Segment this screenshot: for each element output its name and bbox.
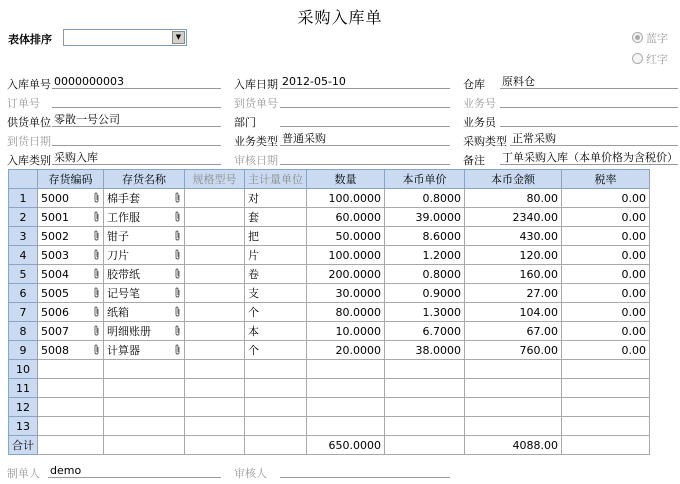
cell-tax[interactable] xyxy=(562,417,650,436)
paperclip-icon[interactable] xyxy=(174,230,181,241)
cell-unit[interactable] xyxy=(245,227,307,246)
cell-qty[interactable] xyxy=(307,303,385,322)
cell-tax-text: 0.00 xyxy=(621,343,646,357)
table-row[interactable] xyxy=(9,341,650,360)
total-qty: 650.0000 xyxy=(307,436,385,455)
cell-qty[interactable] xyxy=(307,417,385,436)
cell-spec[interactable] xyxy=(185,379,245,398)
cell-name[interactable] xyxy=(104,379,185,398)
table-row[interactable] xyxy=(9,227,650,246)
cell-tax-text: 0.00 xyxy=(621,286,646,300)
row-number[interactable]: 1 xyxy=(9,189,38,208)
col-header-spec[interactable]: 规格型号 xyxy=(185,170,245,189)
cell-code-text: 5001 xyxy=(41,210,69,224)
cell-price[interactable] xyxy=(385,379,465,398)
cell-amount[interactable] xyxy=(465,417,562,436)
cell-tax-text: 0.00 xyxy=(621,267,646,281)
field-label-order-no: 订单号 xyxy=(7,97,40,110)
cell-price[interactable] xyxy=(385,322,465,341)
cell-price-text: 8.6000 xyxy=(422,229,461,243)
cell-amount[interactable] xyxy=(465,246,562,265)
radio-blue-label: 蓝字 xyxy=(646,32,668,45)
cell-code[interactable] xyxy=(38,360,104,379)
cell-price[interactable] xyxy=(385,246,465,265)
radio-dot-icon xyxy=(632,32,643,43)
cell-amount[interactable] xyxy=(465,265,562,284)
cell-qty[interactable] xyxy=(307,246,385,265)
col-header-unit[interactable]: 主计量单位 xyxy=(245,170,307,189)
col-header-amount[interactable]: 本币金额 xyxy=(465,170,562,189)
field-label-receipt-no: 入库单号 xyxy=(7,78,51,91)
cell-unit[interactable] xyxy=(245,284,307,303)
cell-amount[interactable] xyxy=(465,208,562,227)
cell-amount-text: 120.00 xyxy=(519,248,558,262)
row-number[interactable]: 11 xyxy=(9,379,38,398)
row-number[interactable]: 3 xyxy=(9,227,38,246)
cell-price-text: 0.8000 xyxy=(422,191,461,205)
cell-name[interactable] xyxy=(104,189,185,208)
field-purchase-type[interactable]: 正常采购 xyxy=(510,132,678,146)
cell-tax[interactable] xyxy=(562,208,650,227)
total-cell-unit xyxy=(245,436,307,455)
auditor-field xyxy=(280,464,450,478)
cell-qty-text: 100.0000 xyxy=(328,248,381,262)
cell-unit[interactable] xyxy=(245,379,307,398)
field-receipt-no[interactable]: 0000000003 xyxy=(52,75,221,89)
field-label-receipt-date: 入库日期 xyxy=(234,78,278,91)
radio-blue[interactable] xyxy=(632,30,668,46)
cell-name-text: 工作服 xyxy=(107,211,140,224)
field-audit-date[interactable] xyxy=(280,151,450,165)
cell-name[interactable] xyxy=(104,284,185,303)
cell-unit-text: 卷 xyxy=(248,268,259,281)
paperclip-icon[interactable] xyxy=(174,344,181,355)
cell-spec[interactable] xyxy=(185,208,245,227)
cell-spec[interactable] xyxy=(185,246,245,265)
field-label-audit-date: 审核日期 xyxy=(234,154,278,167)
cell-price[interactable] xyxy=(385,303,465,322)
row-number[interactable]: 8 xyxy=(9,322,38,341)
cell-qty[interactable] xyxy=(307,265,385,284)
cell-spec[interactable] xyxy=(185,227,245,246)
cell-spec[interactable] xyxy=(185,398,245,417)
row-number[interactable]: 12 xyxy=(9,398,38,417)
col-header-price[interactable]: 本币单价 xyxy=(385,170,465,189)
radio-red-label: 红字 xyxy=(646,53,668,66)
cell-spec[interactable] xyxy=(185,284,245,303)
total-row xyxy=(9,436,650,455)
cell-code-text: 5006 xyxy=(41,305,69,319)
cell-price[interactable] xyxy=(385,398,465,417)
cell-price[interactable] xyxy=(385,208,465,227)
paperclip-icon[interactable] xyxy=(174,211,181,222)
cell-unit-text: 支 xyxy=(248,287,259,300)
cell-code[interactable] xyxy=(38,398,104,417)
cell-qty[interactable] xyxy=(307,189,385,208)
cell-amount-text: 67.00 xyxy=(526,324,558,338)
cell-name[interactable] xyxy=(104,322,185,341)
page-title: 采购入库单 xyxy=(297,8,383,27)
cell-tax-text: 0.00 xyxy=(621,324,646,338)
row-number[interactable]: 7 xyxy=(9,303,38,322)
cell-amount-text: 160.00 xyxy=(519,267,558,281)
cell-tax-text: 0.00 xyxy=(621,210,646,224)
paperclip-icon[interactable] xyxy=(174,192,181,203)
cell-code-text: 5002 xyxy=(41,229,69,243)
cell-tax[interactable] xyxy=(562,398,650,417)
cell-tax[interactable] xyxy=(562,341,650,360)
paperclip-icon[interactable] xyxy=(174,325,181,336)
cell-name-text: 棉手套 xyxy=(107,192,140,205)
cell-name[interactable] xyxy=(104,246,185,265)
cell-amount-text: 80.00 xyxy=(526,191,558,205)
row-number[interactable]: 13 xyxy=(9,417,38,436)
cell-amount-text: 430.00 xyxy=(519,229,558,243)
cell-tax-text: 0.00 xyxy=(621,191,646,205)
field-label-department: 部门 xyxy=(234,116,256,129)
cell-price-text: 1.2000 xyxy=(422,248,461,262)
cell-code[interactable] xyxy=(38,284,104,303)
cell-amount-text: 27.00 xyxy=(526,286,558,300)
field-label-arrival-no: 到货单号 xyxy=(234,97,278,110)
cell-unit-text: 本 xyxy=(248,325,259,338)
cell-amount-text: 104.00 xyxy=(519,305,558,319)
table-row[interactable] xyxy=(9,189,650,208)
row-number[interactable]: 2 xyxy=(9,208,38,227)
cell-price-text: 39.0000 xyxy=(415,210,461,224)
cell-price[interactable] xyxy=(385,227,465,246)
cell-name[interactable] xyxy=(104,398,185,417)
paperclip-icon[interactable] xyxy=(93,287,100,298)
field-label-purchase-type: 采购类型 xyxy=(463,135,507,148)
cell-code[interactable] xyxy=(38,303,104,322)
row-number[interactable]: 4 xyxy=(9,246,38,265)
cell-amount[interactable] xyxy=(465,341,562,360)
table-row[interactable] xyxy=(9,322,650,341)
cell-name[interactable] xyxy=(104,227,185,246)
cell-price-text: 38.0000 xyxy=(415,343,461,357)
cell-unit-text: 个 xyxy=(248,344,259,357)
field-label-business-type: 业务类型 xyxy=(234,135,278,148)
cell-code[interactable] xyxy=(38,227,104,246)
cell-unit[interactable] xyxy=(245,189,307,208)
cell-name[interactable] xyxy=(104,360,185,379)
cell-price[interactable] xyxy=(385,265,465,284)
cell-code[interactable] xyxy=(38,379,104,398)
cell-tax-text: 0.00 xyxy=(621,248,646,262)
cell-unit-text: 套 xyxy=(248,211,259,224)
cell-amount[interactable] xyxy=(465,398,562,417)
cell-unit[interactable] xyxy=(245,322,307,341)
field-label-arrival-date: 到货日期 xyxy=(7,135,51,148)
cell-price-text: 0.9000 xyxy=(422,286,461,300)
cell-qty[interactable] xyxy=(307,208,385,227)
cell-code-text: 5004 xyxy=(41,267,69,281)
cell-price[interactable] xyxy=(385,360,465,379)
cell-code-text: 5003 xyxy=(41,248,69,262)
cell-name-text: 计算器 xyxy=(107,344,140,357)
cell-tax[interactable] xyxy=(562,246,650,265)
cell-code[interactable] xyxy=(38,208,104,227)
field-receipt-date[interactable]: 2012-05-10 xyxy=(280,75,450,89)
cell-price[interactable] xyxy=(385,341,465,360)
field-salesman[interactable] xyxy=(500,113,678,127)
field-label-supplier: 供货单位 xyxy=(7,116,51,129)
field-label-receipt-category: 入库类别 xyxy=(7,154,51,167)
table-row[interactable] xyxy=(9,360,650,379)
cell-price-text: 1.3000 xyxy=(422,305,461,319)
cell-qty[interactable] xyxy=(307,379,385,398)
cell-code-text: 5005 xyxy=(41,286,69,300)
total-cell-code xyxy=(38,436,104,455)
cell-amount[interactable] xyxy=(465,360,562,379)
cell-tax-text: 0.00 xyxy=(621,229,646,243)
col-header-tax[interactable]: 税率 xyxy=(562,170,650,189)
paperclip-icon[interactable] xyxy=(93,211,100,222)
total-cell-tax xyxy=(562,436,650,455)
col-header-qty[interactable]: 数量 xyxy=(307,170,385,189)
cell-unit-text: 对 xyxy=(248,192,259,205)
field-business-no[interactable] xyxy=(500,94,678,108)
cell-qty-text: 60.0000 xyxy=(335,210,381,224)
row-number[interactable]: 6 xyxy=(9,284,38,303)
cell-price[interactable] xyxy=(385,417,465,436)
paperclip-icon[interactable] xyxy=(174,306,181,317)
cell-amount[interactable] xyxy=(465,379,562,398)
cell-spec[interactable] xyxy=(185,360,245,379)
total-cell-name xyxy=(104,436,185,455)
cell-qty-text: 20.0000 xyxy=(335,343,381,357)
cell-code[interactable] xyxy=(38,246,104,265)
cell-tax[interactable] xyxy=(562,265,650,284)
cell-qty-text: 30.0000 xyxy=(335,286,381,300)
paperclip-icon[interactable] xyxy=(93,344,100,355)
maker-field: demo xyxy=(48,464,221,478)
cell-name-text: 胶带纸 xyxy=(107,268,140,281)
cell-price-text: 6.7000 xyxy=(422,324,461,338)
paperclip-icon[interactable] xyxy=(174,287,181,298)
field-department[interactable] xyxy=(280,113,450,127)
cell-unit-text: 个 xyxy=(248,306,259,319)
col-header-code[interactable]: 存货编码 xyxy=(38,170,104,189)
cell-tax[interactable] xyxy=(562,284,650,303)
cell-tax-text: 0.00 xyxy=(621,305,646,319)
cell-code[interactable] xyxy=(38,189,104,208)
field-label-salesman: 业务员 xyxy=(463,116,496,129)
cell-unit[interactable] xyxy=(245,417,307,436)
cell-spec[interactable] xyxy=(185,341,245,360)
field-remark[interactable]: 丁单采购入库（本单价格为含税价） xyxy=(502,151,678,164)
cell-tax[interactable] xyxy=(562,360,650,379)
total-cell-price xyxy=(385,436,465,455)
field-receipt-category[interactable]: 采购入库 xyxy=(52,151,221,165)
row-number[interactable]: 5 xyxy=(9,265,38,284)
cell-name[interactable] xyxy=(104,208,185,227)
cell-name-text: 记号笔 xyxy=(107,287,140,300)
table-row[interactable] xyxy=(9,208,650,227)
cell-name-text: 钳子 xyxy=(107,230,129,243)
paperclip-icon[interactable] xyxy=(174,249,181,260)
total-cell-spec xyxy=(185,436,245,455)
table-row[interactable] xyxy=(9,379,650,398)
field-arrival-no[interactable] xyxy=(280,94,450,108)
table-header-row xyxy=(9,170,650,189)
cell-code[interactable] xyxy=(38,341,104,360)
cell-code[interactable] xyxy=(38,322,104,341)
cell-unit[interactable] xyxy=(245,265,307,284)
cell-amount[interactable] xyxy=(465,303,562,322)
cell-code[interactable] xyxy=(38,417,104,436)
cell-name[interactable] xyxy=(104,303,185,322)
radio-dot-icon xyxy=(632,53,643,64)
total-amount: 4088.00 xyxy=(465,436,562,455)
field-order-no[interactable] xyxy=(52,94,221,108)
row-number-header xyxy=(9,170,38,189)
cell-qty-text: 100.0000 xyxy=(328,191,381,205)
cell-price[interactable] xyxy=(385,284,465,303)
cell-qty[interactable] xyxy=(307,284,385,303)
cell-qty[interactable] xyxy=(307,398,385,417)
cell-unit-text: 片 xyxy=(248,249,259,262)
cell-unit[interactable] xyxy=(245,360,307,379)
field-warehouse[interactable]: 原料仓 xyxy=(500,75,678,89)
cell-unit[interactable] xyxy=(245,208,307,227)
paperclip-icon[interactable] xyxy=(174,268,181,279)
cell-unit[interactable] xyxy=(245,341,307,360)
cell-spec[interactable] xyxy=(185,322,245,341)
col-header-name[interactable]: 存货名称 xyxy=(104,170,185,189)
field-supplier[interactable]: 零散一号公司 xyxy=(52,113,221,127)
paperclip-icon[interactable] xyxy=(93,268,100,279)
cell-qty[interactable] xyxy=(307,360,385,379)
cell-name[interactable] xyxy=(104,417,185,436)
field-label-remark: 备注 xyxy=(463,154,485,167)
table-row[interactable] xyxy=(9,303,650,322)
cell-code-text: 5000 xyxy=(41,191,69,205)
paperclip-icon[interactable] xyxy=(93,230,100,241)
cell-amount[interactable] xyxy=(465,189,562,208)
cell-spec[interactable] xyxy=(185,303,245,322)
radio-red[interactable] xyxy=(632,51,668,67)
paperclip-icon[interactable] xyxy=(93,249,100,260)
paperclip-icon[interactable] xyxy=(93,325,100,336)
cell-qty-text: 10.0000 xyxy=(335,324,381,338)
table-row[interactable] xyxy=(9,284,650,303)
maker-label: 制单人 xyxy=(7,467,40,480)
field-arrival-date[interactable] xyxy=(52,132,221,146)
cell-code-text: 5008 xyxy=(41,343,69,357)
cell-code-text: 5007 xyxy=(41,324,69,338)
detail-table xyxy=(8,169,650,455)
chevron-down-icon[interactable]: ▼ xyxy=(172,31,185,44)
cell-tax[interactable] xyxy=(562,189,650,208)
auditor-label: 审核人 xyxy=(234,467,267,480)
paperclip-icon[interactable] xyxy=(93,306,100,317)
table-row[interactable] xyxy=(9,417,650,436)
cell-spec[interactable] xyxy=(185,189,245,208)
cell-unit[interactable] xyxy=(245,303,307,322)
cell-name-text: 明细账册 xyxy=(107,325,151,338)
cell-spec[interactable] xyxy=(185,417,245,436)
cell-tax[interactable] xyxy=(562,379,650,398)
cell-unit[interactable] xyxy=(245,398,307,417)
table-row[interactable] xyxy=(9,265,650,284)
cell-name-text: 纸箱 xyxy=(107,306,129,319)
cell-qty-text: 50.0000 xyxy=(335,229,381,243)
field-business-type[interactable]: 普通采购 xyxy=(280,132,450,146)
field-label-warehouse: 仓库 xyxy=(463,78,485,91)
cell-name[interactable] xyxy=(104,265,185,284)
cell-qty[interactable] xyxy=(307,227,385,246)
table-row[interactable] xyxy=(9,398,650,417)
field-label-business-no: 业务号 xyxy=(463,97,496,110)
cell-spec[interactable] xyxy=(185,265,245,284)
cell-amount[interactable] xyxy=(465,227,562,246)
cell-amount[interactable] xyxy=(465,284,562,303)
cell-tax[interactable] xyxy=(562,227,650,246)
cell-qty-text: 200.0000 xyxy=(328,267,381,281)
cell-price-text: 0.8000 xyxy=(422,267,461,281)
row-number[interactable]: 10 xyxy=(9,360,38,379)
cell-unit[interactable] xyxy=(245,246,307,265)
cell-amount-text: 760.00 xyxy=(519,343,558,357)
cell-unit-text: 把 xyxy=(248,230,259,243)
table-row[interactable] xyxy=(9,246,650,265)
paperclip-icon[interactable] xyxy=(93,192,100,203)
cell-name-text: 刀片 xyxy=(107,249,129,262)
cell-tax[interactable] xyxy=(562,303,650,322)
cell-code[interactable] xyxy=(38,265,104,284)
cell-amount[interactable] xyxy=(465,322,562,341)
cell-price[interactable] xyxy=(385,189,465,208)
total-label: 合计 xyxy=(9,436,38,455)
cell-tax[interactable] xyxy=(562,322,650,341)
row-number[interactable]: 9 xyxy=(9,341,38,360)
cell-qty-text: 80.0000 xyxy=(335,305,381,319)
cell-qty[interactable] xyxy=(307,341,385,360)
cell-amount-text: 2340.00 xyxy=(512,210,558,224)
sort-select[interactable] xyxy=(63,29,187,46)
cell-qty[interactable] xyxy=(307,322,385,341)
sort-label: 表体排序 xyxy=(8,33,52,46)
cell-name[interactable] xyxy=(104,341,185,360)
